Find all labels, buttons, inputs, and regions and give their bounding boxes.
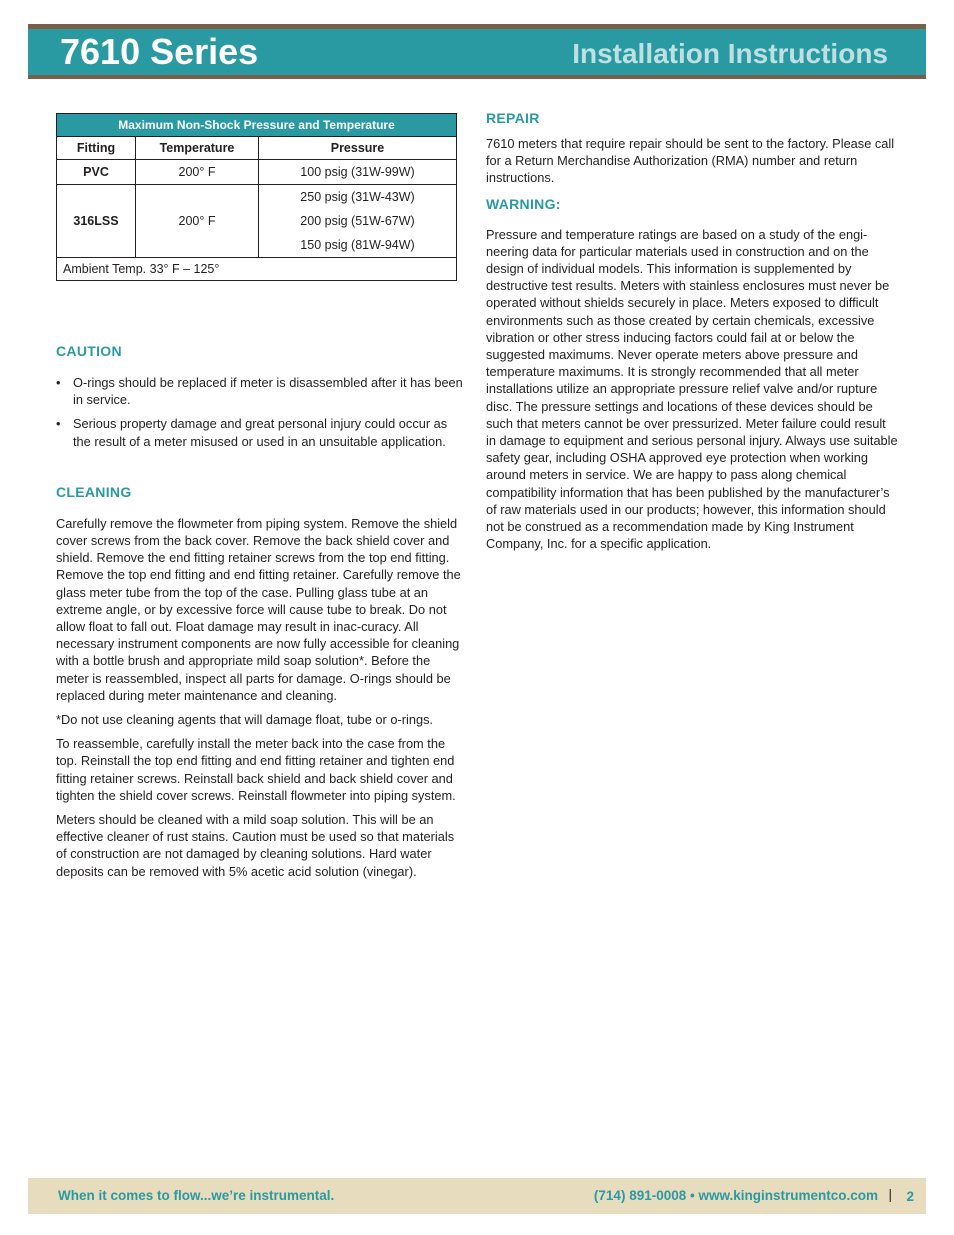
bullet-icon: • bbox=[56, 416, 61, 432]
temperature-pvc: 200° F bbox=[136, 160, 259, 185]
pressure-temperature-table bbox=[56, 113, 457, 281]
repair-paragraph: 7610 meters that require repair should be sent to the factory. Please call for a Return Merchandise Authorization (RMA) number and return instructions. bbox=[486, 136, 895, 186]
column-header-fitting: Fitting bbox=[57, 137, 136, 160]
footer-separator: | bbox=[888, 1187, 892, 1202]
warning-paragraph: Pressure and temperature ratings are based on a study of the engi-neering data for particular materials used in construction and on the design of individual models. This information is supplemented by destructive test results. Meters with stainless enclosures must never be operated without shields securely in place. Meters exposed to difficult environments such as those created by certain chemicals, excessive vibration or other stress inducing factors could fail at or below the suggested maximums. Never operate meters above pressure and temperature maximums. It is strongly recommended that all meter installations utilize an appropriate pressure relief valve and/or rupture disc. The pressure settings and locations of these devices should be such that meters cannot be over pressurized. Meter failure could result in damage to equipment and serious personal injury. Always use suitable safety gear, including OSHA approved eye protection when working around meters in service. We are happy to pass along chemical compatibility information that has been published by the manufacturer’s of raw materials used in our products; however, this information should not be construed as a recommendation made by King Instrument Company, Inc. for a specific application. bbox=[486, 226, 898, 552]
cleaning-paragraph: Carefully remove the flowmeter from piping system. Remove the shield cover screws from the back cover. Remove the back shield cover and shield. Remove the end fitting retainer screws from the top end fitting. Remove the top end fitting and end fitting retainer. Carefully remove the glass meter tube from the top of the case. Pulling glass tube at an extreme angle, or by excessive force will cause tube to break. Do not allow float to fall out. Float damage may result in inac-curacy. All necessary instrument components are now fully accessible for cleaning with a bottle brush and appropriate mild soap solution*. Before the meter is reassembled, inspect all parts for damage. O-rings should be replaced during meter maintenance and cleaning. bbox=[56, 515, 461, 703]
table-row bbox=[57, 185, 457, 258]
left-column bbox=[56, 113, 466, 880]
footer-bar bbox=[28, 1178, 926, 1214]
list-item bbox=[56, 374, 466, 408]
column-header-temperature: Temperature bbox=[136, 137, 259, 160]
table-caption: Maximum Non-Shock Pressure and Temperature bbox=[57, 114, 457, 137]
cleaning-paragraph: To reassemble, carefully install the meter back into the case from the top. Reinstall the top end fitting and end fitting retainer and tighten end fitting retainer screws. Reinstall back shield and back shield cover and tighten the shield cover screws. Reinstall flowmeter into piping system. bbox=[56, 736, 456, 803]
warning-heading: WARNING: bbox=[486, 195, 561, 212]
caution-heading: CAUTION bbox=[56, 343, 122, 359]
page-number: 2 bbox=[906, 1189, 914, 1204]
series-title: 7610 Series bbox=[60, 31, 259, 72]
pressure-316lss-3: 150 psig (81W-94W) bbox=[300, 238, 415, 252]
cleaning-note: *Do not use cleaning agents that will damage float, tube or o-rings. bbox=[56, 712, 434, 728]
cleaning-paragraph: Meters should be cleaned with a mild soap solution. This will be an effective cleaner of rust stains. Caution must be used so that materials of construction are not damaged by cleaning solutions. Hard water deposits can be removed with 5% acetic acid solution (vinegar). bbox=[56, 812, 455, 879]
bullet-icon: • bbox=[56, 375, 61, 390]
ambient-temp: Ambient Temp. 33° F – 125° bbox=[57, 258, 457, 281]
caution-item-text: O-rings should be replaced if meter is disassembled after it has been in service. bbox=[73, 375, 463, 408]
column-header-pressure: Pressure bbox=[259, 137, 457, 160]
pressure-316lss-cell bbox=[259, 185, 457, 258]
pressure-316lss-2: 200 psig (51W-67W) bbox=[300, 214, 415, 228]
fitting-316lss: 316LSS bbox=[57, 185, 136, 258]
fitting-pvc: PVC bbox=[57, 160, 136, 185]
repair-heading: REPAIR bbox=[486, 110, 540, 126]
table-row bbox=[57, 160, 457, 185]
caution-item-text: Serious property damage and great personal injury could occur as the result of a meter misused or used in an unsuitable application. bbox=[73, 416, 448, 449]
pressure-pvc: 100 psig (31W-99W) bbox=[259, 160, 457, 185]
footer-tagline: When it comes to flow...we’re instrumental. bbox=[58, 1188, 335, 1203]
footer-contact[interactable]: (714) 891-0008 • www.kinginstrumentco.com bbox=[593, 1188, 878, 1203]
caution-list bbox=[56, 374, 466, 450]
header-bottom-rule bbox=[28, 75, 926, 79]
cleaning-heading: CLEANING bbox=[56, 483, 132, 500]
right-column bbox=[486, 110, 898, 552]
temperature-316lss: 200° F bbox=[136, 185, 259, 258]
header-bar bbox=[28, 29, 926, 75]
document-title: Installation Instructions bbox=[572, 38, 888, 69]
list-item bbox=[56, 415, 466, 449]
pressure-316lss-1: 250 psig (31W-43W) bbox=[300, 190, 415, 204]
